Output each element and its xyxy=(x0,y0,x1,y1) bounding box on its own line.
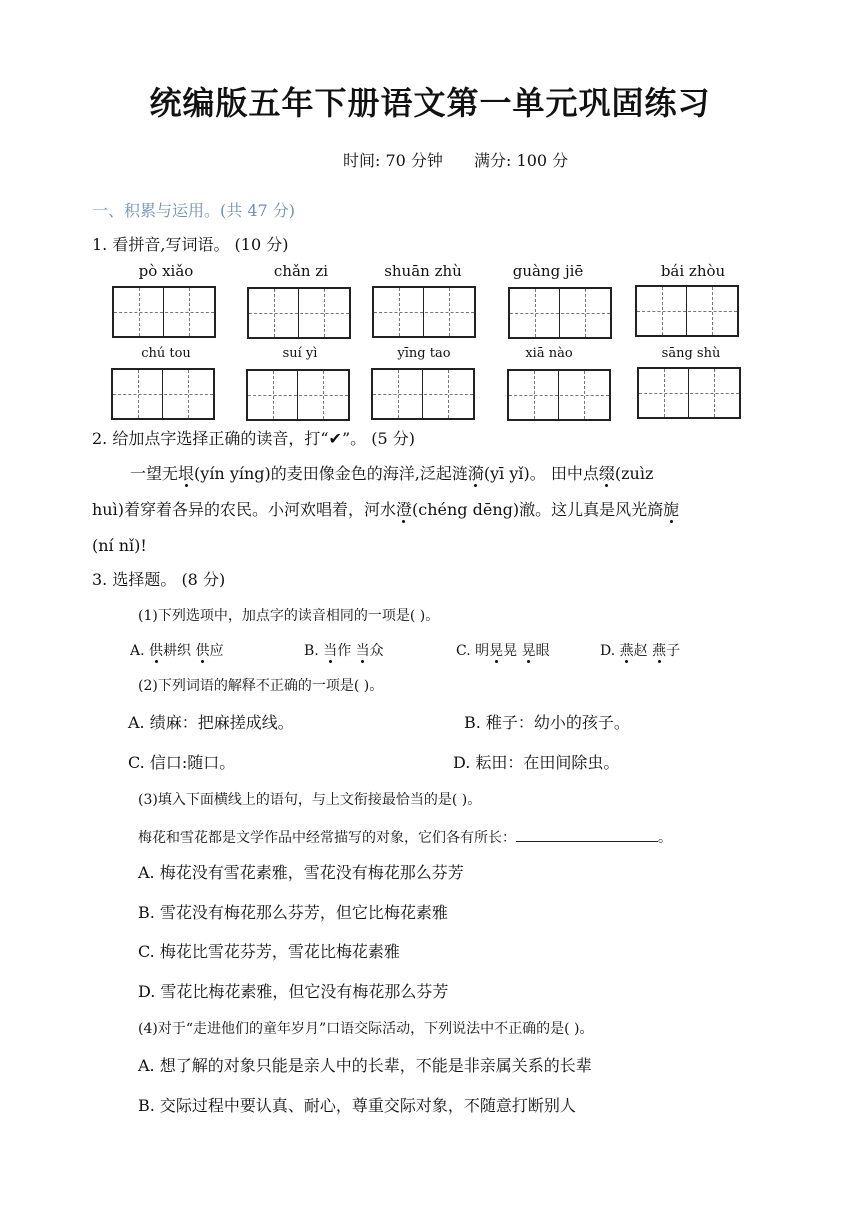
writing-grid[interactable] xyxy=(247,287,351,339)
writing-grid[interactable] xyxy=(508,287,612,339)
option-b: B. 雪花没有梅花那么芬芳，但它比梅花素雅 xyxy=(138,903,448,922)
question-2-line: huì)着穿着各异的农民。小河欢唱着，河水澄(chéng dēng)澈。这儿真是风光旖旎 xyxy=(92,500,680,519)
writing-grid[interactable] xyxy=(372,286,476,338)
sub-question-4: (4)对于“走进他们的童年岁月”口语交际活动，下列说法中不正确的是( )。 xyxy=(138,1021,594,1037)
question-3-heading: 3. 选择题。 (8 分) xyxy=(92,570,226,589)
pinyin-label: suí yì xyxy=(282,346,318,361)
pinyin-label: chǎn zi xyxy=(273,262,329,280)
option-b: B. 稚子：幼小的孩子。 xyxy=(464,713,630,732)
question-2-line: (ní nǐ)! xyxy=(92,536,147,555)
writing-grid[interactable] xyxy=(246,369,350,421)
section-heading: 一、积累与运用。(共 47 分) xyxy=(92,201,296,220)
pinyin-label: shuān zhù xyxy=(384,262,462,280)
option-d: D. 燕赵 燕子 xyxy=(600,643,681,659)
option-b: B. 当作 当众 xyxy=(304,643,384,659)
option-a: A. 供耕织 供应 xyxy=(130,643,224,659)
option-a: A. 想了解的对象只能是亲人中的长辈，不能是非亲属关系的长辈 xyxy=(138,1056,592,1075)
writing-grid[interactable] xyxy=(112,286,216,338)
full-score: 满分: 100 分 xyxy=(474,151,569,170)
option-a: A. 绩麻：把麻搓成线。 xyxy=(128,713,294,732)
time-limit: 时间: 70 分钟 xyxy=(343,151,443,170)
context-sentence: 梅花和雪花都是文学作品中经常描写的对象，它们各有所长： 。 xyxy=(138,827,672,847)
pinyin-label: xiā nào xyxy=(525,346,573,361)
question-1-heading: 1. 看拼音,写词语。 (10 分) xyxy=(92,235,289,254)
pinyin-label: bái zhòu xyxy=(660,262,726,280)
writing-grid[interactable] xyxy=(635,285,739,337)
sub-question-1: (1)下列选项中，加点字的读音相同的一项是( )。 xyxy=(138,608,440,624)
pinyin-label: sāng shù xyxy=(661,346,721,361)
option-c: C. 信口:随口。 xyxy=(128,753,236,772)
dotted-char: 垠 xyxy=(178,464,195,483)
writing-grid[interactable] xyxy=(111,368,215,420)
dotted-char: 缀 xyxy=(598,464,615,483)
dotted-char: 澄 xyxy=(395,500,412,519)
sub-question-3: (3)填入下面横线上的语句，与上文衔接最恰当的是( )。 xyxy=(138,792,482,808)
answer-blank[interactable] xyxy=(516,827,658,842)
pinyin-label: yīng tao xyxy=(397,346,451,361)
dotted-char: 旎 xyxy=(663,500,680,519)
option-b: B. 交际过程中要认真、耐心，尊重交际对象，不随意打断别人 xyxy=(138,1096,576,1115)
sub-question-2: (2)下列词语的解释不正确的一项是( )。 xyxy=(138,678,384,694)
question-2-heading: 2. 给加点字选择正确的读音，打“✔”。 (5 分) xyxy=(92,429,415,448)
option-d: D. 雪花比梅花素雅，但它没有梅花那么芬芳 xyxy=(138,982,449,1001)
exam-meta xyxy=(343,148,594,171)
writing-grid[interactable] xyxy=(371,368,475,420)
pinyin-label: pò xiǎo xyxy=(138,262,194,280)
option-a: A. 梅花没有雪花素雅，雪花没有梅花那么芬芳 xyxy=(138,863,464,882)
writing-grid[interactable] xyxy=(507,369,611,421)
option-c: C. 明晃晃 晃眼 xyxy=(456,643,550,659)
pinyin-label: guàng jiē xyxy=(512,262,584,280)
pinyin-label: chú tou xyxy=(141,346,191,361)
dotted-char: 漪 xyxy=(467,464,484,483)
question-2-line: 一望无垠(yín yíng)的麦田像金色的海洋,泛起涟漪(yī yǐ)。 田中点缀(zuìz xyxy=(130,464,654,483)
writing-grid[interactable] xyxy=(637,367,741,419)
option-c: C. 梅花比雪花芬芳，雪花比梅花素雅 xyxy=(138,942,400,961)
page-title: 统编版五年下册语文第一单元巩固练习 xyxy=(149,84,711,122)
option-d: D. 耘田：在田间除虫。 xyxy=(453,753,620,772)
